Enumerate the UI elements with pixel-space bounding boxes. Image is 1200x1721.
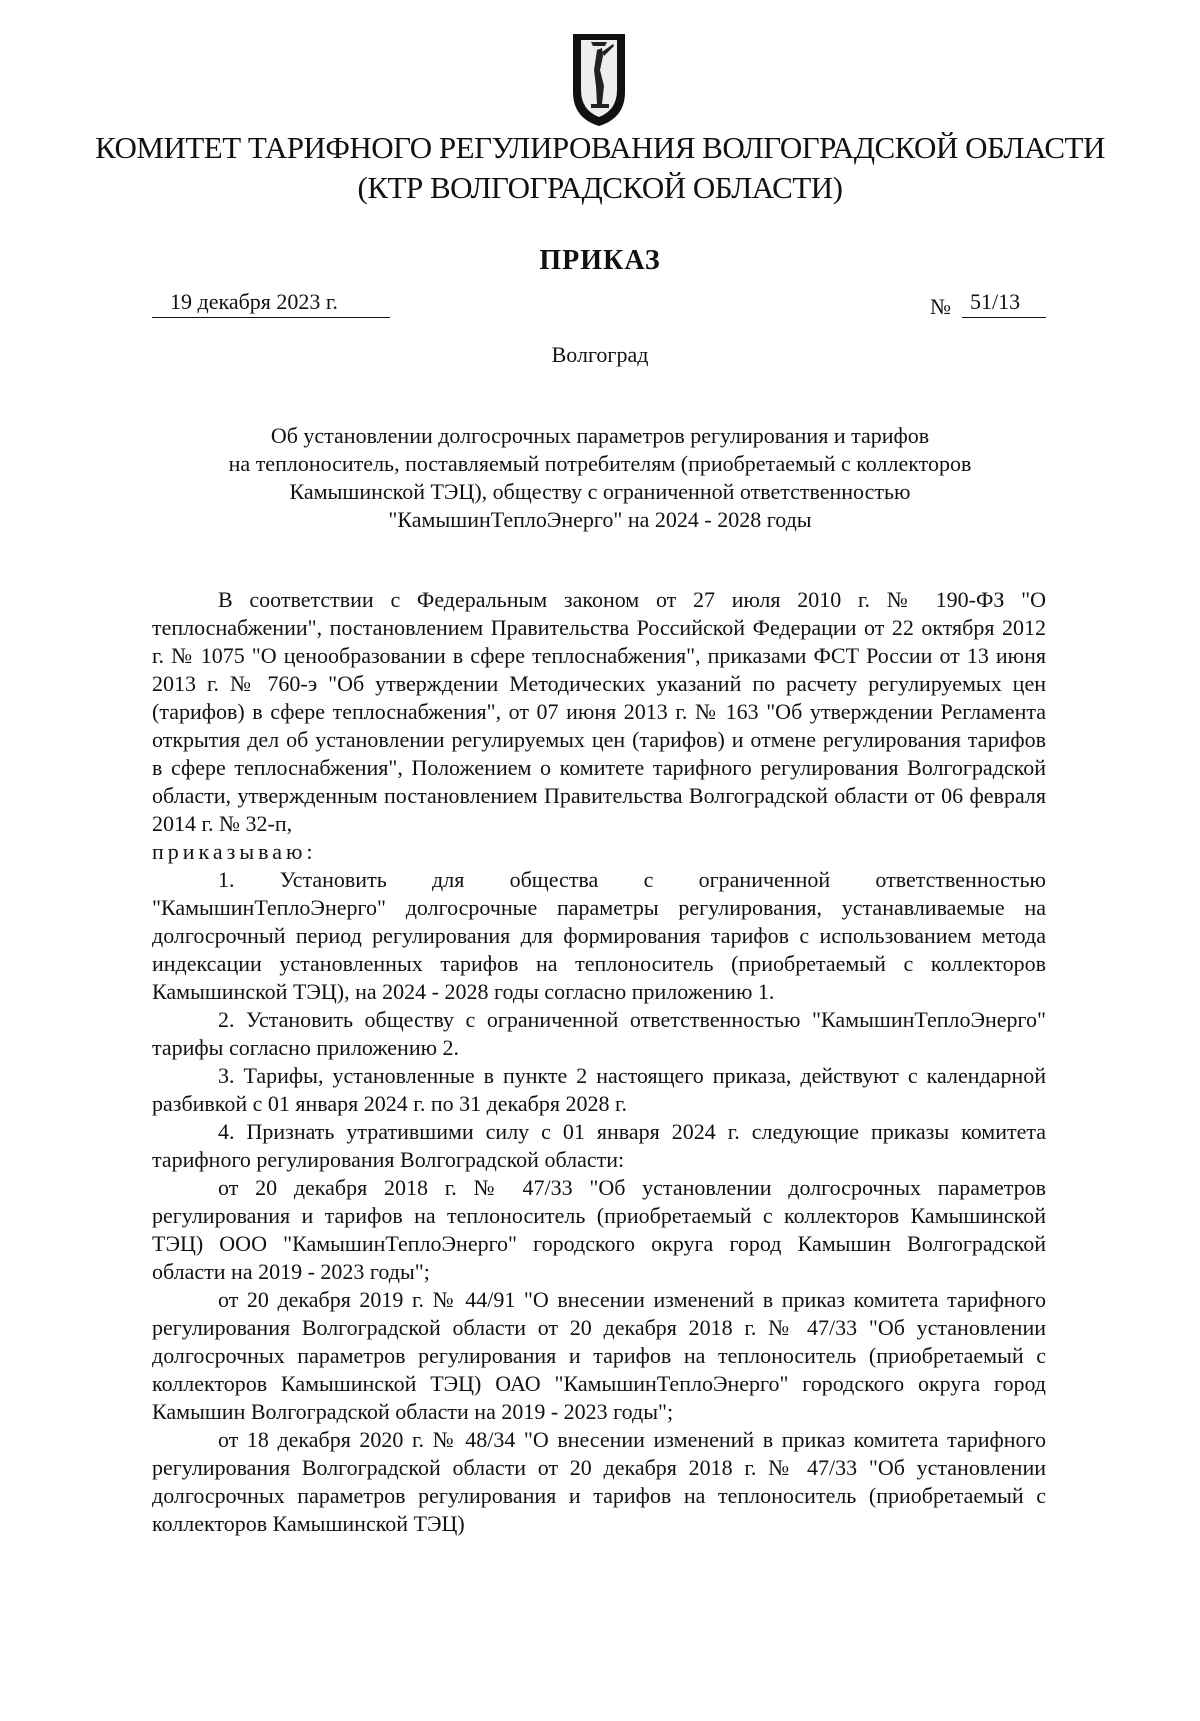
coat-of-arms-emblem	[569, 30, 629, 130]
order-word: приказываю:	[152, 839, 317, 864]
organization-name: КОМИТЕТ ТАРИФНОГО РЕГУЛИРОВАНИЯ ВОЛГОГРАДСКОЙ ОБЛАСТИ	[95, 130, 1105, 165]
subject-line: Камышинской ТЭЦ), обществу с ограниченной ответственностью	[289, 479, 911, 504]
subject-line: на теплоноситель, поставляемый потребителям (приобретаемый с коллекторов	[228, 451, 972, 476]
organization-abbreviation: (КТР ВОЛГОГРАДСКОЙ ОБЛАСТИ)	[357, 170, 843, 205]
order-body	[152, 586, 1046, 1538]
order-item-3: 3. Тарифы, установленные в пункте 2 настоящего приказа, действуют с календарной разбивкой с 01 января 2024 г. по 31 декабря 2028 г.	[152, 1063, 1046, 1116]
repealed-order-1: от 20 декабря 2018 г. № 47/33 "Об установлении долгосрочных параметров регулирования и тарифов на теплоноситель (приобретаемый с коллекторов Камышинской ТЭЦ) ООО "КамышинТеплоЭнерго" городского округа город Камышин Волгоградской области на 2019 - 2023 годы";	[152, 1175, 1046, 1284]
order-date: 19 декабря 2023 г.	[152, 287, 390, 318]
subject-line: "КамышинТеплоЭнерго" на 2024 - 2028 годы	[388, 507, 812, 532]
order-item-2: 2. Установить обществу с ограниченной ответственностью "КамышинТеплоЭнерго" тарифы согласно приложению 2.	[152, 1007, 1046, 1060]
repealed-order-2: от 20 декабря 2019 г. № 44/91 "О внесении изменений в приказ комитета тарифного регулирования Волгоградской области от 20 декабря 2018 г. № 47/33 "Об установлении долгосрочных параметров регулирования и тарифов на теплоноситель (приобретаемый с коллекторов Камышинской ТЭЦ) ОАО "КамышинТеплоЭнерго" городского округа город Камышин Волгоградской области на 2019 - 2023 годы";	[152, 1287, 1046, 1424]
document-type-title: ПРИКАЗ	[539, 245, 661, 276]
order-item-4: 4. Признать утратившими силу с 01 января 2024 г. следующие приказы комитета тарифного регулирования Волгоградской области:	[152, 1119, 1046, 1172]
order-item-1: 1. Установить для общества с ограниченной ответственностью "КамышинТеплоЭнерго" долгосрочные параметры регулирования, устанавливаемые на долгосрочный период регулирования для формирования тарифов с использованием метода индексации установленных тарифов на теплоноситель (приобретаемый с коллекторов Камышинской ТЭЦ), на 2024 - 2028 годы согласно приложению 1.	[152, 867, 1046, 1004]
preamble-paragraph: В соответствии с Федеральным законом от 27 июля 2010 г. № 190-ФЗ "О теплоснабжении", постановлением Правительства Российской Федерации от 22 октября 2012 г. № 1075 "О ценообразовании в сфере теплоснабжения", приказами ФСТ России от 13 июня 2013 г. № 760-э "Об утверждении Методических указаний по расчету регулируемых цен (тарифов) в сфере теплоснабжения", от 07 июня 2013 г. № 163 "Об утверждении Регламента открытия дел об установлении регулируемых цен (тарифов) и отмене регулирования тарифов в сфере теплоснабжения", Положением о комитете тарифного регулирования Волгоградской области, утвержденным постановлением Правительства Волгоградской области от 06 февраля 2014 г. № 32-п,	[152, 587, 1046, 836]
order-number: 51/13	[962, 287, 1046, 318]
subject-line: Об установлении долгосрочных параметров регулирования и тарифов	[270, 423, 930, 448]
order-number-label: №	[930, 294, 951, 319]
issue-city: Волгоград	[551, 342, 649, 367]
order-subject	[150, 422, 1050, 534]
repealed-order-3: от 18 декабря 2020 г. № 48/34 "О внесении изменений в приказ комитета тарифного регулирования Волгоградской области от 20 декабря 2018 г. № 47/33 "Об установлении долгосрочных параметров регулирования и тарифов на теплоноситель (приобретаемый с коллекторов Камышинской ТЭЦ)	[152, 1427, 1046, 1536]
